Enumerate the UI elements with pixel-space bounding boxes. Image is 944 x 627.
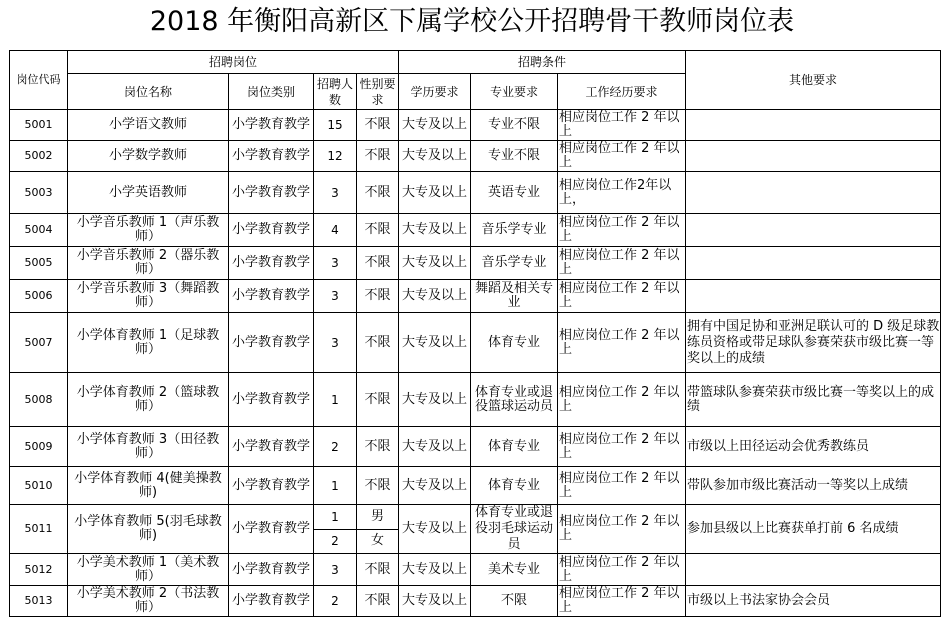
cell-gender: 不限	[357, 554, 399, 586]
cell-major: 舞蹈及相关专业	[471, 280, 558, 313]
cell-other: 带队参加市级比赛活动一等奖以上成绩	[686, 467, 941, 505]
cell-gender: 不限	[357, 586, 399, 617]
cell-name: 小学英语教师	[68, 172, 229, 214]
cell-category: 小学教育教学	[229, 247, 314, 280]
cell-other	[686, 280, 941, 313]
cell-code: 5011	[10, 505, 68, 554]
cell-other: 拥有中国足协和亚洲足联认可的 D 级足球教练员资格或带足球队参赛荣获市级比赛一等奖以上的成绩	[686, 313, 941, 373]
header-other: 其他要求	[686, 51, 941, 110]
cell-category: 小学教育教学	[229, 313, 314, 373]
cell-count: 1	[314, 467, 357, 505]
cell-name: 小学音乐教师 3（舞蹈教师）	[68, 280, 229, 313]
cell-category: 小学教育教学	[229, 505, 314, 554]
table-row	[10, 110, 941, 141]
cell-code: 5009	[10, 427, 68, 467]
cell-education: 大专及以上	[399, 214, 471, 247]
cell-gender: 不限	[357, 467, 399, 505]
cell-major: 音乐学专业	[471, 214, 558, 247]
header-gender: 性别要求	[357, 74, 399, 110]
cell-experience: 相应岗位工作 2 年以上	[558, 110, 686, 141]
cell-gender: 不限	[357, 373, 399, 427]
table-row	[10, 427, 941, 467]
cell-name: 小学音乐教师 1（声乐教师）	[68, 214, 229, 247]
cell-education: 大专及以上	[399, 467, 471, 505]
cell-count: 3	[314, 247, 357, 280]
cell-code: 5013	[10, 586, 68, 617]
table-row	[10, 467, 941, 505]
table-row	[10, 586, 941, 617]
cell-other	[686, 141, 941, 172]
cell-major: 英语专业	[471, 172, 558, 214]
cell-experience: 相应岗位工作 2 年以上	[558, 247, 686, 280]
header-group-position: 招聘岗位	[68, 51, 399, 74]
cell-count: 1	[314, 373, 357, 427]
cell-gender: 不限	[357, 247, 399, 280]
table-row	[10, 141, 941, 172]
cell-name: 小学体育教师 1（足球教师）	[68, 313, 229, 373]
cell-count: 15	[314, 110, 357, 141]
header-row-1	[10, 51, 941, 74]
cell-experience: 相应岗位工作2年以上，	[558, 172, 686, 214]
cell-experience: 相应岗位工作 2 年以上	[558, 505, 686, 554]
cell-code: 5006	[10, 280, 68, 313]
cell-code: 5003	[10, 172, 68, 214]
cell-major: 美术专业	[471, 554, 558, 586]
table-row	[10, 313, 941, 373]
cell-category: 小学教育教学	[229, 214, 314, 247]
cell-category: 小学教育教学	[229, 373, 314, 427]
cell-category: 小学教育教学	[229, 467, 314, 505]
cell-experience: 相应岗位工作 2 年以上	[558, 586, 686, 617]
cell-other	[686, 214, 941, 247]
cell-other	[686, 110, 941, 141]
cell-major: 音乐学专业	[471, 247, 558, 280]
cell-major: 专业不限	[471, 110, 558, 141]
table-row	[10, 280, 941, 313]
cell-experience: 相应岗位工作 2 年以上	[558, 141, 686, 172]
header-education: 学历要求	[399, 74, 471, 110]
cell-education: 大专及以上	[399, 141, 471, 172]
cell-experience: 相应岗位工作 2 年以上	[558, 427, 686, 467]
cell-category: 小学教育教学	[229, 172, 314, 214]
cell-other	[686, 247, 941, 280]
cell-experience: 相应岗位工作 2 年以上	[558, 373, 686, 427]
cell-name: 小学美术教师 1（美术教师）	[68, 554, 229, 586]
cell-education: 大专及以上	[399, 586, 471, 617]
header-count: 招聘人数	[314, 74, 357, 110]
cell-code: 5010	[10, 467, 68, 505]
header-experience: 工作经历要求	[558, 74, 686, 110]
cell-category: 小学教育教学	[229, 427, 314, 467]
cell-code: 5008	[10, 373, 68, 427]
cell-gender: 不限	[357, 427, 399, 467]
cell-code: 5001	[10, 110, 68, 141]
cell-name: 小学体育教师 5(羽毛球教师)	[68, 505, 229, 554]
cell-other: 市级以上田径运动会优秀教练员	[686, 427, 941, 467]
cell-gender: 男	[357, 505, 399, 530]
cell-count: 3	[314, 172, 357, 214]
cell-gender: 不限	[357, 172, 399, 214]
cell-education: 大专及以上	[399, 280, 471, 313]
cell-education: 大专及以上	[399, 427, 471, 467]
cell-other: 市级以上书法家协会会员	[686, 586, 941, 617]
cell-gender: 不限	[357, 313, 399, 373]
cell-code: 5012	[10, 554, 68, 586]
cell-gender: 不限	[357, 141, 399, 172]
recruitment-table	[9, 50, 941, 617]
table-row	[10, 554, 941, 586]
cell-code: 5005	[10, 247, 68, 280]
table-row	[10, 373, 941, 427]
cell-education: 大专及以上	[399, 505, 471, 554]
cell-experience: 相应岗位工作 2 年以上	[558, 280, 686, 313]
cell-experience: 相应岗位工作 2 年以上	[558, 467, 686, 505]
header-group-conditions: 招聘条件	[399, 51, 686, 74]
cell-category: 小学教育教学	[229, 554, 314, 586]
cell-code: 5004	[10, 214, 68, 247]
table-row	[10, 214, 941, 247]
cell-category: 小学教育教学	[229, 141, 314, 172]
header-category: 岗位类别	[229, 74, 314, 110]
cell-gender: 不限	[357, 214, 399, 247]
cell-experience: 相应岗位工作 2 年以上	[558, 214, 686, 247]
cell-count: 2	[314, 427, 357, 467]
cell-major: 体育专业	[471, 427, 558, 467]
cell-education: 大专及以上	[399, 247, 471, 280]
cell-education: 大专及以上	[399, 313, 471, 373]
cell-count: 12	[314, 141, 357, 172]
cell-major: 体育专业	[471, 467, 558, 505]
cell-code: 5002	[10, 141, 68, 172]
cell-code: 5007	[10, 313, 68, 373]
cell-other	[686, 172, 941, 214]
cell-name: 小学体育教师 2（篮球教师）	[68, 373, 229, 427]
cell-name: 小学数学教师	[68, 141, 229, 172]
cell-other: 带篮球队参赛荣获市级比赛一等奖以上的成绩	[686, 373, 941, 427]
cell-other	[686, 554, 941, 586]
cell-education: 大专及以上	[399, 373, 471, 427]
cell-education: 大专及以上	[399, 554, 471, 586]
cell-name: 小学美术教师 2（书法教师）	[68, 586, 229, 617]
cell-count: 2	[314, 529, 357, 554]
cell-experience: 相应岗位工作 2 年以上	[558, 554, 686, 586]
cell-count: 3	[314, 313, 357, 373]
table-row	[10, 505, 941, 530]
cell-education: 大专及以上	[399, 172, 471, 214]
header-code: 岗位代码	[10, 51, 68, 110]
cell-other: 参加县级以上比赛获单打前 6 名成绩	[686, 505, 941, 554]
header-name: 岗位名称	[68, 74, 229, 110]
cell-major: 不限	[471, 586, 558, 617]
header-major: 专业要求	[471, 74, 558, 110]
cell-category: 小学教育教学	[229, 280, 314, 313]
table-row	[10, 172, 941, 214]
cell-gender: 不限	[357, 280, 399, 313]
cell-count: 4	[314, 214, 357, 247]
cell-name: 小学音乐教师 2（器乐教师）	[68, 247, 229, 280]
cell-gender: 不限	[357, 110, 399, 141]
cell-major: 专业不限	[471, 141, 558, 172]
cell-name: 小学体育教师 4(健美操教师)	[68, 467, 229, 505]
cell-major: 体育专业或退役篮球运动员	[471, 373, 558, 427]
cell-education: 大专及以上	[399, 110, 471, 141]
cell-count: 2	[314, 586, 357, 617]
cell-name: 小学体育教师 3（田径教师）	[68, 427, 229, 467]
cell-count: 1	[314, 505, 357, 530]
cell-major: 体育专业	[471, 313, 558, 373]
cell-count: 3	[314, 280, 357, 313]
cell-count: 3	[314, 554, 357, 586]
cell-gender: 女	[357, 529, 399, 554]
table-row	[10, 247, 941, 280]
cell-category: 小学教育教学	[229, 110, 314, 141]
cell-experience: 相应岗位工作 2 年以上	[558, 313, 686, 373]
page-title: 2018 年衡阳高新区下属学校公开招聘骨干教师岗位表	[149, 6, 795, 37]
cell-category: 小学教育教学	[229, 586, 314, 617]
cell-name: 小学语文教师	[68, 110, 229, 141]
cell-major: 体育专业或退役羽毛球运动员	[471, 505, 558, 554]
